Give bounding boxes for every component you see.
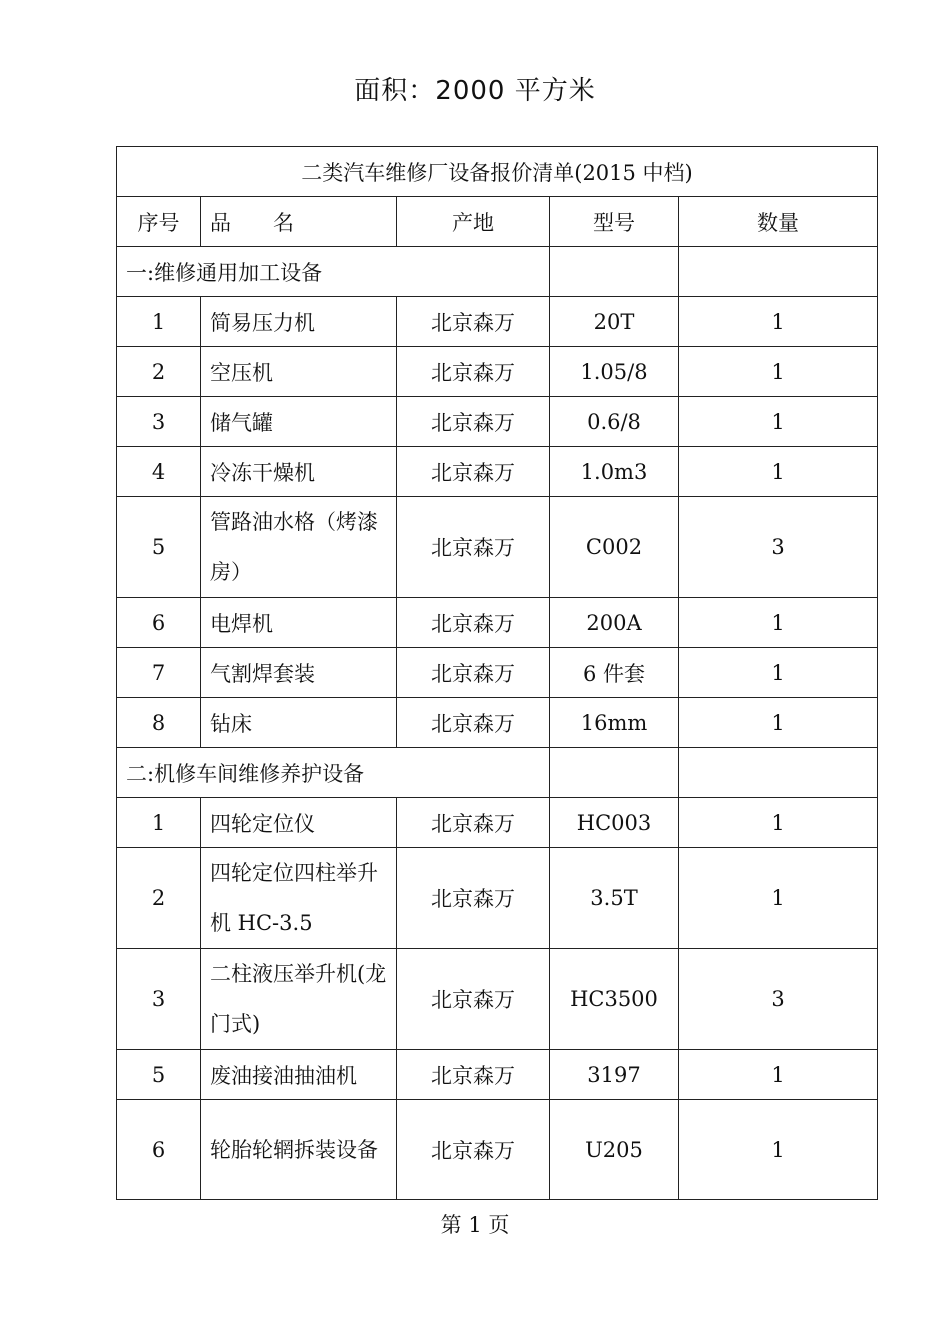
cell-no: 7	[117, 648, 201, 698]
cell-name: 管路油水格（烤漆房）	[201, 497, 397, 598]
table-row	[117, 347, 878, 397]
cell-no: 5	[117, 497, 201, 598]
cell-qty: 1	[679, 798, 878, 848]
cell-origin: 北京森万	[397, 447, 550, 497]
cell-origin: 北京森万	[397, 497, 550, 598]
cell-qty: 1	[679, 447, 878, 497]
cell-qty: 1	[679, 698, 878, 748]
cell-model: 200A	[550, 598, 679, 648]
cell-model: 16mm	[550, 698, 679, 748]
table-row	[117, 447, 878, 497]
cell-qty: 1	[679, 297, 878, 347]
cell-model: 3197	[550, 1050, 679, 1100]
cell-origin: 北京森万	[397, 949, 550, 1050]
cell-no: 3	[117, 397, 201, 447]
cell-origin: 北京森万	[397, 648, 550, 698]
cell-name: 二柱液压举升机(龙门式)	[201, 949, 397, 1050]
cell-no: 5	[117, 1050, 201, 1100]
section-label: 二:机修车间维修养护设备	[117, 748, 550, 798]
cell-no: 1	[117, 798, 201, 848]
cell-origin: 北京森万	[397, 598, 550, 648]
cell-name: 电焊机	[201, 598, 397, 648]
table-row	[117, 497, 878, 598]
section-row	[117, 247, 878, 297]
table-row	[117, 698, 878, 748]
cell-no: 2	[117, 848, 201, 949]
cell-model: 0.6/8	[550, 397, 679, 447]
cell-origin: 北京森万	[397, 297, 550, 347]
cell-name: 四轮定位四柱举升机 HC-3.5	[201, 848, 397, 949]
table-title: 二类汽车维修厂设备报价清单(2015 中档)	[117, 147, 878, 197]
cell-model: 20T	[550, 297, 679, 347]
cell-qty: 3	[679, 497, 878, 598]
cell-no: 8	[117, 698, 201, 748]
header-model: 型号	[550, 197, 679, 247]
equipment-quote-table	[116, 146, 878, 1200]
cell-model: 6 件套	[550, 648, 679, 698]
page-number-footer: 第 1 页	[440, 1213, 510, 1237]
header-no: 序号	[117, 197, 201, 247]
cell-origin: 北京森万	[397, 397, 550, 447]
cell-name: 简易压力机	[201, 297, 397, 347]
header-name: 品 名	[201, 197, 397, 247]
cell-qty: 1	[679, 598, 878, 648]
table-row	[117, 1100, 878, 1200]
cell-qty: 1	[679, 1100, 878, 1200]
empty-cell	[550, 748, 679, 798]
section-row	[117, 748, 878, 798]
empty-cell	[679, 247, 878, 297]
cell-no: 2	[117, 347, 201, 397]
cell-name: 储气罐	[201, 397, 397, 447]
cell-origin: 北京森万	[397, 347, 550, 397]
cell-no: 4	[117, 447, 201, 497]
cell-model: HC003	[550, 798, 679, 848]
empty-cell	[550, 247, 679, 297]
table-row	[117, 297, 878, 347]
cell-name: 空压机	[201, 347, 397, 397]
cell-qty: 1	[679, 347, 878, 397]
cell-qty: 1	[679, 1050, 878, 1100]
cell-qty: 1	[679, 848, 878, 949]
cell-model: 3.5T	[550, 848, 679, 949]
cell-model: 1.0m3	[550, 447, 679, 497]
table-row	[117, 598, 878, 648]
cell-origin: 北京森万	[397, 1050, 550, 1100]
table-row	[117, 1050, 878, 1100]
cell-qty: 1	[679, 648, 878, 698]
cell-name: 冷冻干燥机	[201, 447, 397, 497]
cell-model: HC3500	[550, 949, 679, 1050]
cell-model: 1.05/8	[550, 347, 679, 397]
page-heading: 面积：2000 平方米	[354, 76, 596, 106]
cell-name: 四轮定位仪	[201, 798, 397, 848]
cell-qty: 1	[679, 397, 878, 447]
table-row	[117, 848, 878, 949]
header-origin: 产地	[397, 197, 550, 247]
table-row	[117, 949, 878, 1050]
cell-model: U205	[550, 1100, 679, 1200]
header-row	[117, 197, 878, 247]
cell-no: 3	[117, 949, 201, 1050]
cell-qty: 3	[679, 949, 878, 1050]
table-row	[117, 397, 878, 447]
cell-origin: 北京森万	[397, 1100, 550, 1200]
cell-name: 废油接油抽油机	[201, 1050, 397, 1100]
header-qty: 数量	[679, 197, 878, 247]
empty-cell	[679, 748, 878, 798]
cell-no: 6	[117, 598, 201, 648]
cell-name: 钻床	[201, 698, 397, 748]
cell-origin: 北京森万	[397, 798, 550, 848]
cell-name: 气割焊套装	[201, 648, 397, 698]
cell-no: 1	[117, 297, 201, 347]
table-row	[117, 648, 878, 698]
cell-no: 6	[117, 1100, 201, 1200]
cell-origin: 北京森万	[397, 848, 550, 949]
cell-origin: 北京森万	[397, 698, 550, 748]
section-label: 一:维修通用加工设备	[117, 247, 550, 297]
cell-name: 轮胎轮辋拆装设备	[201, 1100, 397, 1200]
table-row	[117, 798, 878, 848]
cell-model: C002	[550, 497, 679, 598]
